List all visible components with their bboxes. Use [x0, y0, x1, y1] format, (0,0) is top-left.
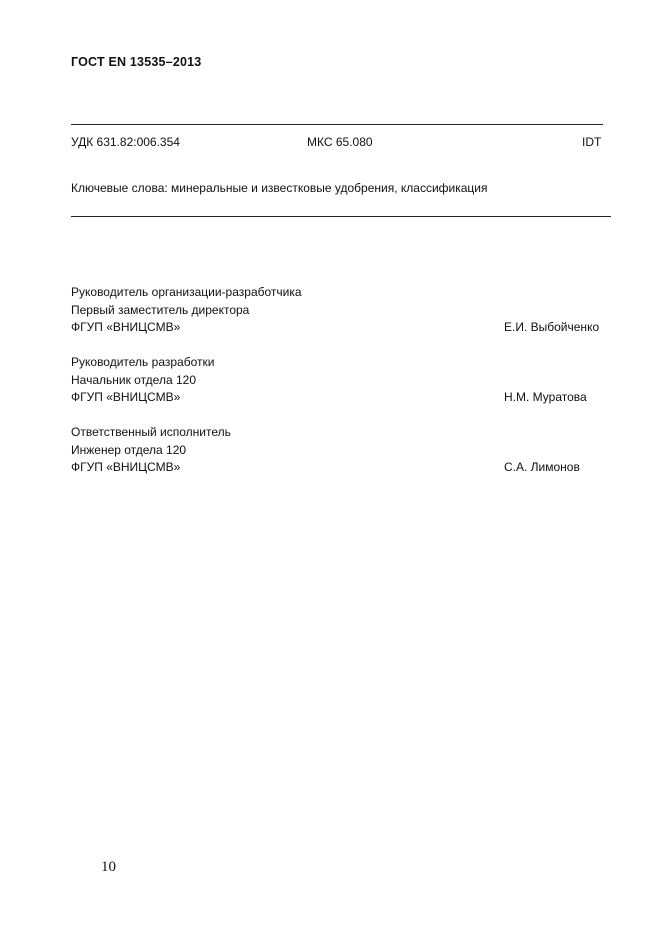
page-number: 10 — [101, 859, 116, 875]
signatory-org-row — [71, 319, 611, 337]
udk-code: УДК 631.82:006.354 — [71, 135, 180, 149]
bottom-divider — [71, 216, 611, 217]
idt-label: IDT — [582, 135, 602, 149]
signatory-position: Инженер отдела 120 — [71, 442, 187, 457]
signatory-name: С.А. Лимонов — [504, 460, 580, 474]
signatory-organization: ФГУП «ВНИЦСМВ» — [71, 320, 181, 334]
signatory-role: Ответственный исполнитель — [71, 425, 231, 439]
signatory-role: Руководитель разработки — [71, 355, 215, 369]
signatory-org-row — [71, 459, 611, 477]
top-divider — [71, 124, 603, 125]
signatory-position: Начальник отдела 120 — [71, 372, 196, 387]
signatory-block-1 — [71, 284, 611, 337]
signatory-name: Е.И. Выбойченко — [504, 320, 600, 334]
signatory-position: Первый заместитель директора — [71, 302, 250, 317]
signatory-block-3 — [71, 424, 611, 477]
document-header: ГОСТ EN 13535–2013 — [71, 55, 202, 69]
signatory-organization: ФГУП «ВНИЦСМВ» — [71, 460, 181, 474]
signatory-role: Руководитель организации-разработчика — [71, 285, 302, 299]
signatory-organization: ФГУП «ВНИЦСМВ» — [71, 390, 181, 404]
signatory-org-row — [71, 389, 611, 407]
mks-code: МКС 65.080 — [307, 135, 373, 149]
signatory-block-2 — [71, 354, 611, 407]
signatory-name: Н.М. Муратова — [504, 390, 587, 404]
keywords-line: Ключевые слова: минеральные и известковые удобрения, классификация — [71, 181, 488, 195]
